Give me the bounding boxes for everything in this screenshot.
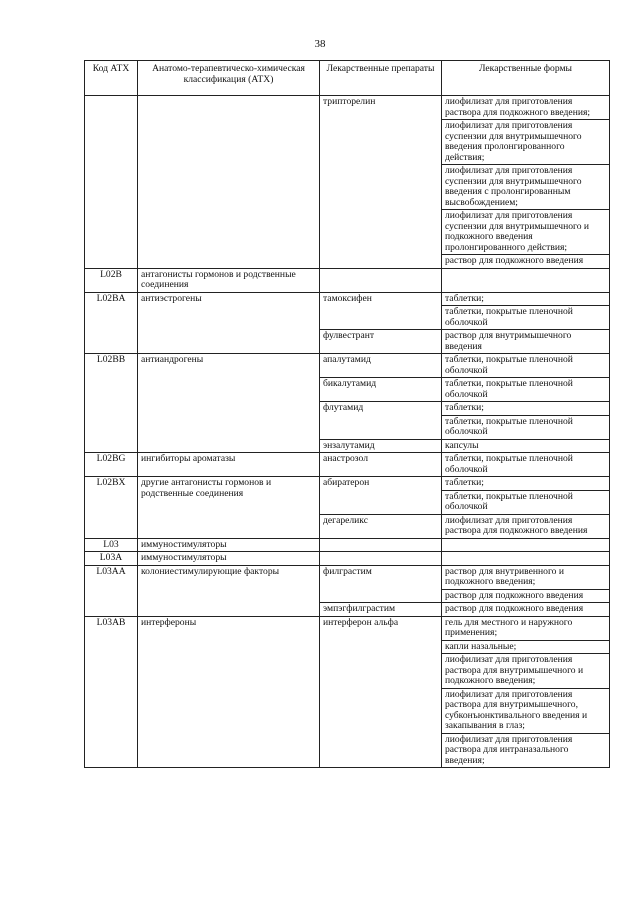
form-cell: раствор для подкожного введения [442, 589, 610, 603]
atx-code-cell: L02BB [85, 354, 138, 453]
classification-cell: другие антагонисты гормонов и родственные соединения [138, 477, 320, 539]
table-row [85, 354, 610, 378]
header-forms: Лекарственные формы [442, 61, 610, 96]
form-cell [442, 552, 610, 566]
form-cell: лиофилизат для приготовления раствора для внутримышечного, субконъюнктивального введения и закапывания в глаз; [442, 688, 610, 733]
drug-cell [320, 268, 442, 292]
drug-cell [320, 552, 442, 566]
form-cell: раствор для внутримышечного введения [442, 330, 610, 354]
table-row [85, 552, 610, 566]
form-cell: таблетки; [442, 292, 610, 306]
drug-cell [320, 538, 442, 552]
form-cell: таблетки, покрытые пленочной оболочкой [442, 354, 610, 378]
classification-cell: иммуностимуляторы [138, 538, 320, 552]
classification-cell: колониестимулирующие факторы [138, 565, 320, 616]
form-cell: раствор для внутривенного и подкожного введения; [442, 565, 610, 589]
header-classification: Анатомо-терапевтическо-химическая классификация (АТХ) [138, 61, 320, 96]
form-cell: лиофилизат для приготовления суспензии для внутримышечного и подкожного введения пролонгированного действия; [442, 210, 610, 255]
drug-cell: дегареликс [320, 514, 442, 538]
form-cell: таблетки, покрытые пленочной оболочкой [442, 453, 610, 477]
atx-code-cell: L02BA [85, 292, 138, 354]
atx-code-cell: L03AA [85, 565, 138, 616]
classification-cell: антагонисты гормонов и родственные соединения [138, 268, 320, 292]
classification-cell [138, 96, 320, 269]
form-cell: лиофилизат для приготовления раствора для внутримышечного и подкожного введения; [442, 654, 610, 689]
form-cell: лиофилизат для приготовления суспензии для внутримышечного введения с пролонгированным высвобождением; [442, 165, 610, 210]
drug-cell: тамоксифен [320, 292, 442, 330]
form-cell: таблетки; [442, 402, 610, 416]
drug-cell: апалутамид [320, 354, 442, 378]
table-row [85, 96, 610, 120]
page-number: 38 [314, 38, 326, 50]
drug-cell: флутамид [320, 402, 442, 440]
form-cell: лиофилизат для приготовления раствора для интраназального введения; [442, 733, 610, 768]
form-cell: капсулы [442, 439, 610, 453]
form-cell: раствор для подкожного введения [442, 603, 610, 617]
form-cell [442, 538, 610, 552]
form-cell: лиофилизат для приготовления раствора для подкожного введения [442, 514, 610, 538]
drug-cell: филграстим [320, 565, 442, 603]
form-cell: лиофилизат для приготовления суспензии для внутримышечного введения пролонгированного действия; [442, 120, 610, 165]
table-row [85, 565, 610, 589]
form-cell: таблетки; [442, 477, 610, 491]
atx-code-cell: L03A [85, 552, 138, 566]
form-cell [442, 268, 610, 292]
atx-code-cell: L03AB [85, 616, 138, 768]
table-row [85, 292, 610, 306]
drug-cell: эмпэгфилграстим [320, 603, 442, 617]
atx-code-cell: L02B [85, 268, 138, 292]
atx-code-cell: L02BX [85, 477, 138, 539]
form-cell: раствор для подкожного введения [442, 255, 610, 269]
drug-cell: анастрозол [320, 453, 442, 477]
header-code: Код АТХ [85, 61, 138, 96]
atx-table [84, 60, 610, 768]
table-row [85, 538, 610, 552]
form-cell: гель для местного и наружного применения; [442, 616, 610, 640]
form-cell: таблетки, покрытые пленочной оболочкой [442, 378, 610, 402]
classification-cell: ингибиторы ароматазы [138, 453, 320, 477]
table-row [85, 453, 610, 477]
atx-code-cell [85, 96, 138, 269]
header-drugs: Лекарственные препараты [320, 61, 442, 96]
classification-cell: антиэстрогены [138, 292, 320, 354]
drug-cell: энзалутамид [320, 439, 442, 453]
atx-code-cell: L03 [85, 538, 138, 552]
table-row [85, 477, 610, 491]
table-row [85, 268, 610, 292]
form-cell: таблетки, покрытые пленочной оболочкой [442, 415, 610, 439]
atx-code-cell: L02BG [85, 453, 138, 477]
classification-cell: антиандрогены [138, 354, 320, 453]
classification-cell: интерфероны [138, 616, 320, 768]
classification-cell: иммуностимуляторы [138, 552, 320, 566]
drug-cell: фулвестрант [320, 330, 442, 354]
drug-cell: бикалутамид [320, 378, 442, 402]
drug-cell: трипторелин [320, 96, 442, 269]
table-row [85, 616, 610, 640]
drug-cell: абиратерон [320, 477, 442, 515]
form-cell: капли назальные; [442, 640, 610, 654]
form-cell: таблетки, покрытые пленочной оболочкой [442, 490, 610, 514]
form-cell: таблетки, покрытые пленочной оболочкой [442, 306, 610, 330]
form-cell: лиофилизат для приготовления раствора для подкожного введения; [442, 96, 610, 120]
drug-cell: интерферон альфа [320, 616, 442, 768]
table-header-row [85, 61, 610, 96]
